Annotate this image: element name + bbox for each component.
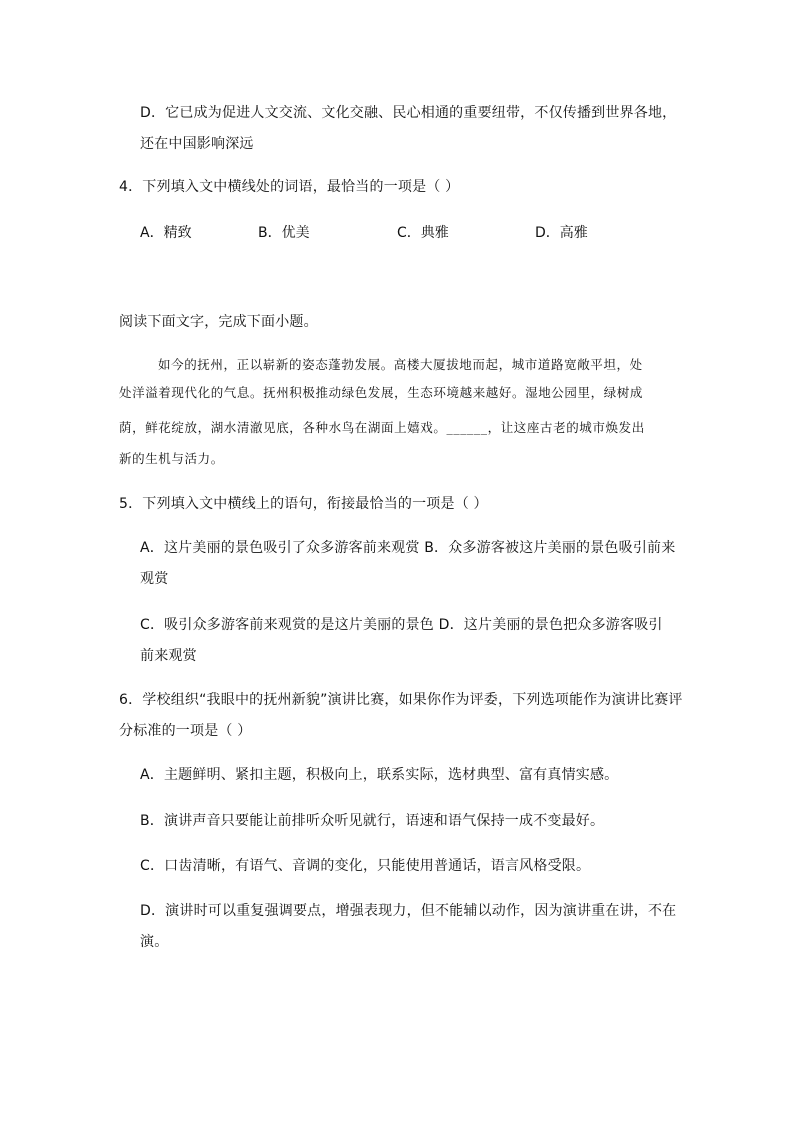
- q4-option-b: B．优美: [258, 225, 310, 241]
- q6-option-b: B．演讲声音只要能让前排听众听见就行，语速和语气保持一成不变最好。: [140, 813, 605, 829]
- q6-stem-line1: 6．学校组织“我眼中的抚州新貌”演讲比赛，如果你作为评委，下列选项能作为演讲比赛评: [119, 692, 683, 708]
- q3-option-d-line2: 还在中国影响深远: [140, 136, 254, 152]
- passage-line: 新的生机与活力。: [119, 451, 224, 466]
- q3-option-d-line1: D．它已成为促进人文交流、文化交融、民心相通的重要纽带，不仅传播到世界各地，: [140, 105, 677, 121]
- q6-option-d-line2: 演。: [140, 934, 169, 950]
- q6-option-c: C．口齿清晰，有语气、音调的变化，只能使用普通话，语言风格受限。: [140, 858, 591, 874]
- q5-options-cd-line1: C．吸引众多游客前来观赏的是这片美丽的景色 D．这片美丽的景色把众多游客吸引: [140, 617, 663, 633]
- q4-stem: 4．下列填入文中横线处的词语，最恰当的一项是（ ）: [119, 179, 460, 195]
- q6-option-d-line1: D．演讲时可以重复强调要点，增强表现力，但不能辅以动作，因为演讲重在讲，不在: [140, 903, 677, 919]
- passage-line: 如今的抚州，正以崭新的姿态蓬勃发展。高楼大厦拔地而起，城市道路宽敞平坦，处: [158, 357, 643, 372]
- q5-options-ab-line1: A．这片美丽的景色吸引了众多游客前来观赏 B．众多游客被这片美丽的景色吸引前来: [140, 540, 676, 556]
- q5-options-cd-line2: 前来观赏: [140, 648, 197, 664]
- q6-stem-line2: 分标准的一项是（ ）: [119, 723, 252, 739]
- q4-option-a: A．精致: [140, 225, 192, 241]
- passage-line: 荫，鲜花绽放，湖水清澈见底，各种水鸟在湖面上嬉戏。______，让这座古老的城市焕发出: [119, 420, 645, 435]
- q6-option-a: A．主题鲜明、紧扣主题，积极向上，联系实际，选材典型、富有真情实感。: [140, 767, 619, 783]
- q5-stem: 5．下列填入文中横线上的语句，衔接最恰当的一项是（ ）: [119, 496, 488, 512]
- q4-option-d: D．高雅: [535, 225, 588, 241]
- q5-options-ab-line2: 观赏: [140, 571, 169, 587]
- reading-instruction: 阅读下面文字，完成下面小题。: [119, 314, 318, 330]
- passage-line: 处洋溢着现代化的气息。抚州积极推动绿色发展，生态环境越来越好。湿地公园里，绿树成: [119, 385, 644, 400]
- q4-option-c: C．典雅: [397, 225, 449, 241]
